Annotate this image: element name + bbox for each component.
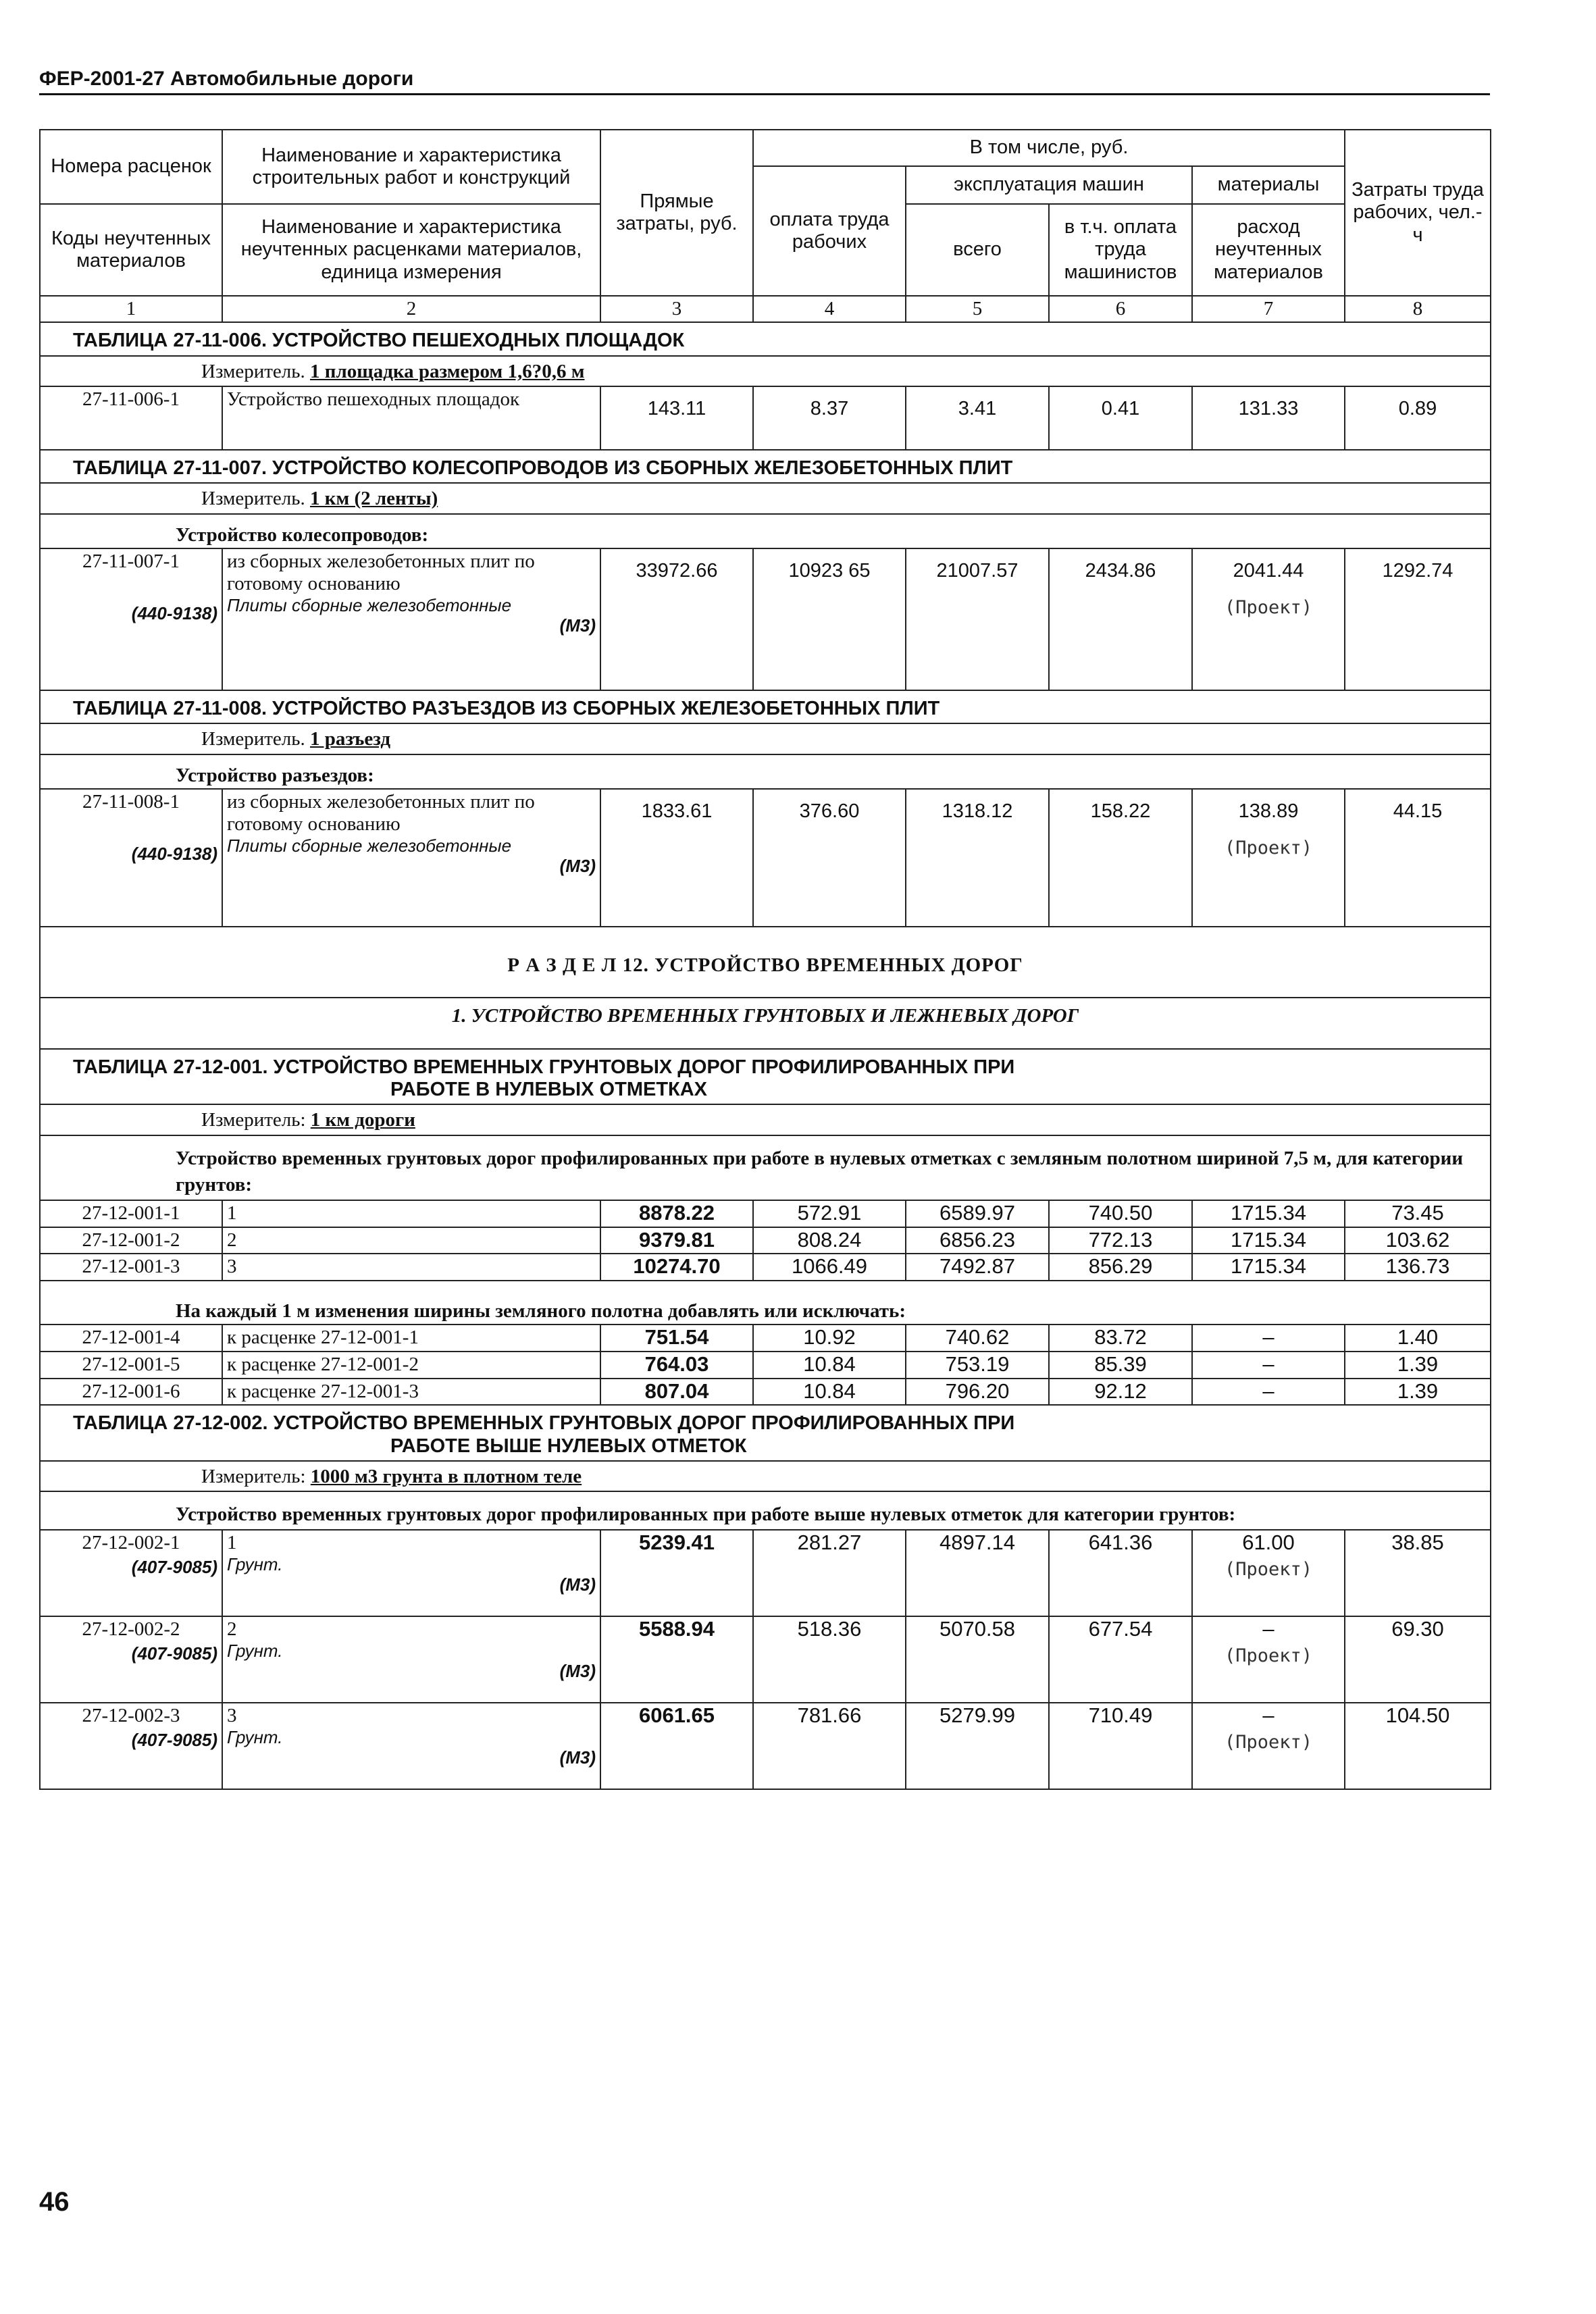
table-row: [40, 1352, 1491, 1379]
header-machines-total: всего: [906, 204, 1049, 296]
work-name: Устройство пешеходных площадок: [222, 386, 600, 450]
document-page: [39, 68, 1490, 1790]
table-row: [40, 1379, 1491, 1406]
value-machines: 740.62: [906, 1325, 1049, 1352]
table-row: [40, 1325, 1491, 1352]
value-labor: 1292.74: [1345, 548, 1491, 690]
value-materials: – (Проект): [1192, 1616, 1345, 1703]
subsection-label: На каждый 1 м изменения ширины земляного полотна добавлять или исключать:: [40, 1281, 1491, 1325]
subsection-heading: 1. УСТРОЙСТВО ВРЕМЕННЫХ ГРУНТОВЫХ И ЛЕЖНЕВЫХ ДОРОГ: [40, 998, 1491, 1048]
work-name: из сборных железобетонных плит по готовому основанию Плиты сборные железобетонные (М3): [222, 789, 600, 927]
rate-code: 27-12-001-5: [40, 1352, 222, 1379]
work-name: 2: [222, 1227, 600, 1254]
value-machines: 4897.14: [906, 1530, 1049, 1616]
header-material-name: Наименование и характеристика неучтенных расценками материалов, единица измерения: [222, 204, 600, 296]
rate-code: 27-11-006-1: [40, 386, 222, 450]
value-machinists: 772.13: [1049, 1227, 1192, 1254]
value-wages: 518.36: [753, 1616, 906, 1703]
value-labor: 38.85: [1345, 1530, 1491, 1616]
value-direct: 764.03: [600, 1352, 753, 1379]
value-wages: 10.84: [753, 1379, 906, 1406]
work-name: к расценке 27-12-001-1: [222, 1325, 600, 1352]
rate-code: 27-12-002-2 (407-9085): [40, 1616, 222, 1703]
value-labor: 0.89: [1345, 386, 1491, 450]
value-machinists: 740.50: [1049, 1200, 1192, 1227]
rate-code: 27-12-001-1: [40, 1200, 222, 1227]
column-number: 3: [600, 296, 753, 322]
work-name: к расценке 27-12-001-2: [222, 1352, 600, 1379]
value-wages: 10.84: [753, 1352, 906, 1379]
rates-table: [39, 129, 1491, 1790]
table-row: [40, 1616, 1491, 1703]
value-materials: 1715.34: [1192, 1227, 1345, 1254]
value-machinists: 641.36: [1049, 1530, 1192, 1616]
value-labor: 1.39: [1345, 1352, 1491, 1379]
value-materials: –: [1192, 1379, 1345, 1406]
value-wages: 281.27: [753, 1530, 906, 1616]
subsection-label: Устройство временных грунтовых дорог профилированных при работе выше нулевых отметок для категории грунтов:: [40, 1491, 1491, 1530]
table-row: [40, 386, 1491, 450]
table-row: [40, 1703, 1491, 1789]
value-machines: 21007.57: [906, 548, 1049, 690]
table-row: [40, 1530, 1491, 1616]
value-wages: 808.24: [753, 1227, 906, 1254]
value-materials: –: [1192, 1352, 1345, 1379]
table-row: [40, 1254, 1491, 1281]
rate-code: 27-12-001-4: [40, 1325, 222, 1352]
value-machines: 6589.97: [906, 1200, 1049, 1227]
table-row: [40, 1200, 1491, 1227]
rate-code: 27-12-002-3 (407-9085): [40, 1703, 222, 1789]
column-number: 8: [1345, 296, 1491, 322]
value-wages: 572.91: [753, 1200, 906, 1227]
value-machinists: 2434.86: [1049, 548, 1192, 690]
work-name: из сборных железобетонных плит по готовому основанию Плиты сборные железобетонные (М3): [222, 548, 600, 690]
header-material-codes: Коды неучтенных материалов: [40, 204, 222, 296]
value-direct: 807.04: [600, 1379, 753, 1406]
value-machinists: 677.54: [1049, 1616, 1192, 1703]
column-number: 6: [1049, 296, 1192, 322]
value-direct: 5239.41: [600, 1530, 753, 1616]
header-machinist-wages: в т.ч. оплата труда машинистов: [1049, 204, 1192, 296]
value-machinists: 83.72: [1049, 1325, 1192, 1352]
section-heading: Р А З Д Е Л 12. УСТРОЙСТВО ВРЕМЕННЫХ ДОРОГ: [40, 927, 1491, 998]
rate-code: 27-12-001-6: [40, 1379, 222, 1406]
header-labor: Затраты труда рабочих, чел.-ч: [1345, 130, 1491, 296]
work-name: 1: [222, 1200, 600, 1227]
value-direct: 1833.61: [600, 789, 753, 927]
value-machines: 5070.58: [906, 1616, 1049, 1703]
header-wages: оплата труда рабочих: [753, 166, 906, 296]
measurement-unit: Измеритель: 1000 м3 грунта в плотном теле: [40, 1461, 1491, 1491]
value-machinists: 158.22: [1049, 789, 1192, 927]
value-direct: 6061.65: [600, 1703, 753, 1789]
value-direct: 751.54: [600, 1325, 753, 1352]
table-title: ТАБЛИЦА 27-11-006. УСТРОЙСТВО ПЕШЕХОДНЫХ ПЛОЩАДОК: [40, 322, 1491, 355]
header-materials: материалы: [1192, 166, 1345, 204]
value-materials: 1715.34: [1192, 1200, 1345, 1227]
column-number: 2: [222, 296, 600, 322]
value-wages: 8.37: [753, 386, 906, 450]
value-machines: 7492.87: [906, 1254, 1049, 1281]
column-number: 5: [906, 296, 1049, 322]
table-row: [40, 1227, 1491, 1254]
value-machinists: 856.29: [1049, 1254, 1192, 1281]
value-machinists: 92.12: [1049, 1379, 1192, 1406]
table-row: [40, 789, 1491, 927]
rate-code: 27-11-007-1 (440-9138): [40, 548, 222, 690]
header-including: В том числе, руб.: [753, 130, 1345, 166]
subsection-label: Устройство временных грунтовых дорог профилированных при работе в нулевых отметках с земляным полотном шириной 7,5 м, для категории грунтов:: [40, 1135, 1491, 1200]
table-title: ТАБЛИЦА 27-11-007. УСТРОЙСТВО КОЛЕСОПРОВОДОВ ИЗ СБОРНЫХ ЖЕЛЕЗОБЕТОННЫХ ПЛИТ: [40, 450, 1491, 483]
header-rate-numbers: Номера расценок: [40, 130, 222, 204]
measurement-unit: Измеритель. 1 разъезд: [40, 723, 1491, 754]
table-title: ТАБЛИЦА 27-12-002. УСТРОЙСТВО ВРЕМЕННЫХ ГРУНТОВЫХ ДОРОГ ПРОФИЛИРОВАННЫХ ПРИ РАБОТЕ ВЫШЕ НУЛЕВЫХ ОТМЕТОК: [40, 1405, 1491, 1461]
column-number: 1: [40, 296, 222, 322]
value-direct: 9379.81: [600, 1227, 753, 1254]
subsection-label: Устройство разъездов:: [40, 754, 1491, 789]
measurement-unit: Измеритель: 1 км дороги: [40, 1104, 1491, 1135]
table-row: [40, 548, 1491, 690]
measurement-unit: Измеритель. 1 площадка размером 1,6?0,6 м: [40, 356, 1491, 386]
rate-code: 27-12-001-3: [40, 1254, 222, 1281]
value-machines: 6856.23: [906, 1227, 1049, 1254]
value-materials: 138.89 (Проект): [1192, 789, 1345, 927]
work-name: к расценке 27-12-001-3: [222, 1379, 600, 1406]
value-labor: 104.50: [1345, 1703, 1491, 1789]
value-direct: 10274.70: [600, 1254, 753, 1281]
value-materials: 1715.34: [1192, 1254, 1345, 1281]
value-wages: 10.92: [753, 1325, 906, 1352]
value-wages: 781.66: [753, 1703, 906, 1789]
header-direct-costs: Прямые затраты, руб.: [600, 130, 753, 296]
header-work-name: Наименование и характеристика строительных работ и конструкций: [222, 130, 600, 204]
value-machines: 1318.12: [906, 789, 1049, 927]
value-machines: 796.20: [906, 1379, 1049, 1406]
value-wages: 376.60: [753, 789, 906, 927]
value-wages: 1066.49: [753, 1254, 906, 1281]
value-machinists: 710.49: [1049, 1703, 1192, 1789]
value-labor: 103.62: [1345, 1227, 1491, 1254]
column-number: 7: [1192, 296, 1345, 322]
value-direct: 5588.94: [600, 1616, 753, 1703]
value-labor: 44.15: [1345, 789, 1491, 927]
value-machinists: 85.39: [1049, 1352, 1192, 1379]
value-direct: 143.11: [600, 386, 753, 450]
work-name: 1 Грунт. (М3): [222, 1530, 600, 1616]
column-numbers: [40, 296, 1491, 322]
page-number: 46: [39, 2187, 70, 2217]
header-machines: эксплуатация машин: [906, 166, 1192, 204]
value-labor: 136.73: [1345, 1254, 1491, 1281]
value-labor: 73.45: [1345, 1200, 1491, 1227]
work-name: 2 Грунт. (М3): [222, 1616, 600, 1703]
value-labor: 1.39: [1345, 1379, 1491, 1406]
value-direct: 8878.22: [600, 1200, 753, 1227]
rate-code: 27-11-008-1 (440-9138): [40, 789, 222, 927]
work-name: 3: [222, 1254, 600, 1281]
value-machines: 753.19: [906, 1352, 1049, 1379]
value-machines: 3.41: [906, 386, 1049, 450]
value-labor: 69.30: [1345, 1616, 1491, 1703]
measurement-unit: Измеритель. 1 км (2 ленты): [40, 483, 1491, 513]
table-title: ТАБЛИЦА 27-12-001. УСТРОЙСТВО ВРЕМЕННЫХ ГРУНТОВЫХ ДОРОГ ПРОФИЛИРОВАННЫХ ПРИ РАБОТЕ В НУЛЕВЫХ ОТМЕТКАХ: [40, 1049, 1491, 1105]
column-number: 4: [753, 296, 906, 322]
header-unaccounted-materials: расход неучтенных материалов: [1192, 204, 1345, 296]
rate-code: 27-12-002-1 (407-9085): [40, 1530, 222, 1616]
value-labor: 1.40: [1345, 1325, 1491, 1352]
value-machines: 5279.99: [906, 1703, 1049, 1789]
value-materials: – (Проект): [1192, 1703, 1345, 1789]
work-name: 3 Грунт. (М3): [222, 1703, 600, 1789]
value-materials: 131.33: [1192, 386, 1345, 450]
value-wages: 10923 65: [753, 548, 906, 690]
rate-code: 27-12-001-2: [40, 1227, 222, 1254]
value-direct: 33972.66: [600, 548, 753, 690]
value-materials: 2041.44 (Проект): [1192, 548, 1345, 690]
value-machinists: 0.41: [1049, 386, 1192, 450]
running-head: ФЕР-2001-27 Автомобильные дороги: [39, 68, 1490, 95]
value-materials: 61.00 (Проект): [1192, 1530, 1345, 1616]
table-title: ТАБЛИЦА 27-11-008. УСТРОЙСТВО РАЗЪЕЗДОВ ИЗ СБОРНЫХ ЖЕЛЕЗОБЕТОННЫХ ПЛИТ: [40, 690, 1491, 723]
subsection-label: Устройство колесопроводов:: [40, 514, 1491, 548]
value-materials: –: [1192, 1325, 1345, 1352]
